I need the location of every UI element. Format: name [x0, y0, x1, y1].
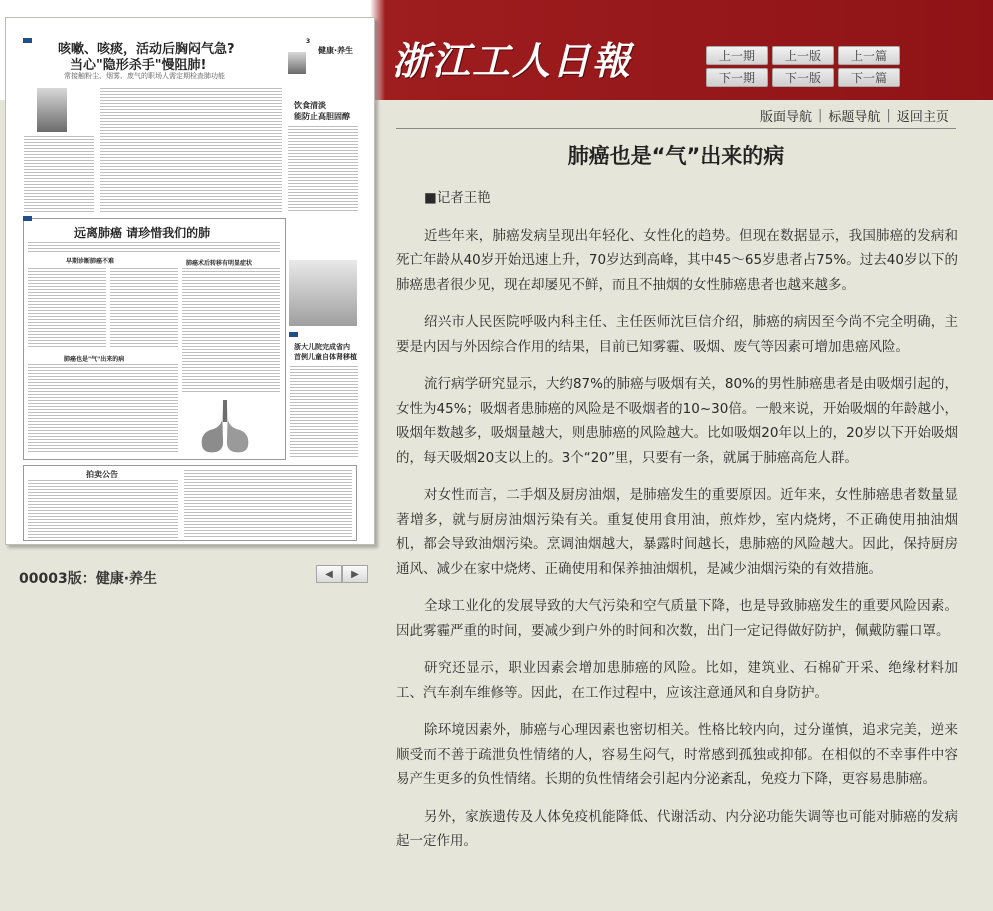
next-article-button[interactable]: 下一篇: [838, 68, 900, 87]
pager-prev-button[interactable]: ◀: [316, 565, 342, 583]
thumb-text-block: [28, 268, 106, 348]
article-paragraph: 流行病学研究显示，大约87%的肺癌与吸烟有关，80%的男性肺癌患者是由吸烟引起的，女性为45%；吸烟者患肺癌的风险是不吸烟者的10~30倍。一般来说，开始吸烟的年龄越小，吸烟年数越多，吸烟量越大，则患肺癌的风险越大。比如吸烟20年以上的，20岁以下开始吸烟的，每天吸烟20支以上的。3个“20”里，只要有一条，就属于肺癌高危人群。: [396, 376, 958, 466]
article-body: [396, 186, 958, 911]
thumb-section-name: 健康·养生: [318, 46, 354, 55]
nav-row-next: [706, 68, 906, 87]
link-separator: |: [818, 108, 823, 123]
previous-issue-button[interactable]: 上一期: [706, 46, 768, 65]
newspaper-page-thumbnail[interactable]: [5, 17, 375, 545]
thumb-text-block: [28, 242, 280, 252]
article-paragraph: 绍兴市人民医院呼吸内科主任、主任医师沈巨信介绍，肺癌的病因至今尚不完全明确，主要是内因与外因综合作用的结果，目前已知雾霾、吸烟、废气等因素可增加患癌风险。: [396, 314, 958, 355]
thumb-text-block: [290, 366, 358, 458]
thumb-section-tag: [289, 332, 298, 337]
article-byline: ■记者王艳: [424, 190, 491, 206]
article-paragraph: 除环境因素外，肺癌与心理因素也密切相关。性格比较内向，过分谨慎，追求完美，逆来顺受而不善于疏泄负性情绪的人，容易生闷气，时常感到孤独或抑郁。在相似的不幸事件中容易产生更多的负性情绪。长期的负性情绪会引起内分泌紊乱，免疫力下降，更容易患肺癌。: [396, 722, 958, 787]
article-paragraph: 另外，家族遗传及人体免疫机能降低、代谢活动、内分泌功能失调等也可能对肺癌的发病起一定作用。: [396, 808, 958, 849]
page-label: 00003版：健康·养生: [19, 571, 158, 587]
thumb-text-block: [28, 364, 178, 454]
previous-article-button[interactable]: 上一篇: [838, 46, 900, 65]
layout-nav-link[interactable]: 版面导航: [760, 110, 813, 125]
thumb-photo-side: [289, 260, 357, 326]
page-pager: [316, 565, 368, 583]
thumb-text-block: [288, 126, 358, 212]
thumb-side-story[interactable]: 浙大儿院完成省内 首例儿童自体肾移植: [294, 343, 357, 361]
thumb-headline-main[interactable]: 咳嗽、咳痰，活动后胸闷气急?: [58, 42, 235, 57]
thumb-photo-doctor-left: [37, 88, 67, 132]
thumb-headline-sub[interactable]: 当心"隐形杀手"慢阻肺!: [70, 58, 207, 73]
thumb-section-tag: [23, 38, 32, 43]
next-issue-button[interactable]: 下一期: [706, 68, 768, 87]
article-title: 肺癌也是“气”出来的病: [567, 144, 785, 168]
thumb-text-block: [110, 268, 178, 348]
header-divider: [396, 128, 956, 129]
thumb-section-tag: [23, 216, 32, 221]
thumb-headline-deck: 常接触粉尘、烟雾、废气的职场人需定期检查肺功能: [64, 72, 225, 80]
article-paragraph: 近些年来，肺癌发病呈现出年轻化、女性化的趋势。但现在数据显示，我国肺癌的发病和死亡年龄从40岁开始迅速上升，70岁达到高峰，其中45～65岁患者占75%。过去40岁以下的肺癌患者很少见，现在却屡见不鲜，而且不抽烟的女性肺癌患者也越来越多。: [396, 227, 958, 293]
pager-next-button[interactable]: ▶: [342, 565, 368, 583]
thumb-sub-left[interactable]: 早期诊断肺癌不难: [66, 258, 115, 265]
thumb-sub-right[interactable]: 肺癌术后转移有明显症状: [186, 260, 253, 267]
nav-row-previous: [706, 46, 906, 65]
article-paragraph: 研究还显示，职业因素会增加患肺癌的风险。比如，建筑业、石棉矿开采、绝缘材料加工、汽车刹车维修等。因此，在工作过程中，应该注意通风和自身防护。: [396, 660, 958, 701]
next-page-button[interactable]: 下一版: [772, 68, 834, 87]
thumb-headline-mid[interactable]: 远离肺癌 请珍惜我们的肺: [74, 226, 211, 240]
issue-navigation: [706, 46, 906, 90]
top-links: [760, 106, 949, 125]
thumb-photo-doctor-right: [288, 52, 306, 74]
article-paragraph: 全球工业化的发展导致的大气污染和空气质量下降，也是导致肺癌发生的重要风险因素。因此雾霾严重的时间，要减少到户外的时间和次数，出门一定记得做好防护，佩戴防霾口罩。: [396, 598, 958, 639]
title-nav-link[interactable]: 标题导航: [828, 110, 881, 125]
lungs-illustration-icon: [198, 400, 252, 456]
thumb-headline-side[interactable]: 饮食清淡 能防止高胆固醇: [294, 101, 350, 121]
thumb-text-block: [24, 136, 94, 212]
thumb-text-block: [100, 88, 282, 212]
article-paragraph: 对女性而言，二手烟及厨房油烟，是肺癌发生的重要原因。近年来，女性肺癌患者数量显著增多，就与厨房油烟污染有关。重复使用食用油，煎炸炒，室内烧烤，不正确使用抽油烟机，都会导致油烟污染。烹调油烟越大，暴露时间越长，患肺癌的风险越大。因此，保持厨房通风、减少在家中烧烤、正确使用和保养抽油烟机，是减少油烟污染的有效措施。: [396, 487, 958, 577]
thumb-notice-title[interactable]: 拍卖公告: [86, 470, 118, 479]
link-separator: |: [886, 108, 891, 123]
thumb-page-number: 3: [306, 38, 311, 45]
thumb-sub-article[interactable]: 肺癌也是"气"出来的病: [64, 356, 125, 363]
thumb-text-block: [28, 480, 178, 538]
previous-page-button[interactable]: 上一版: [772, 46, 834, 65]
home-link[interactable]: 返回主页: [896, 110, 949, 125]
thumb-text-block: [184, 470, 352, 538]
thumb-text-block: [182, 268, 280, 392]
newspaper-masthead: 浙江工人日報: [392, 38, 633, 83]
